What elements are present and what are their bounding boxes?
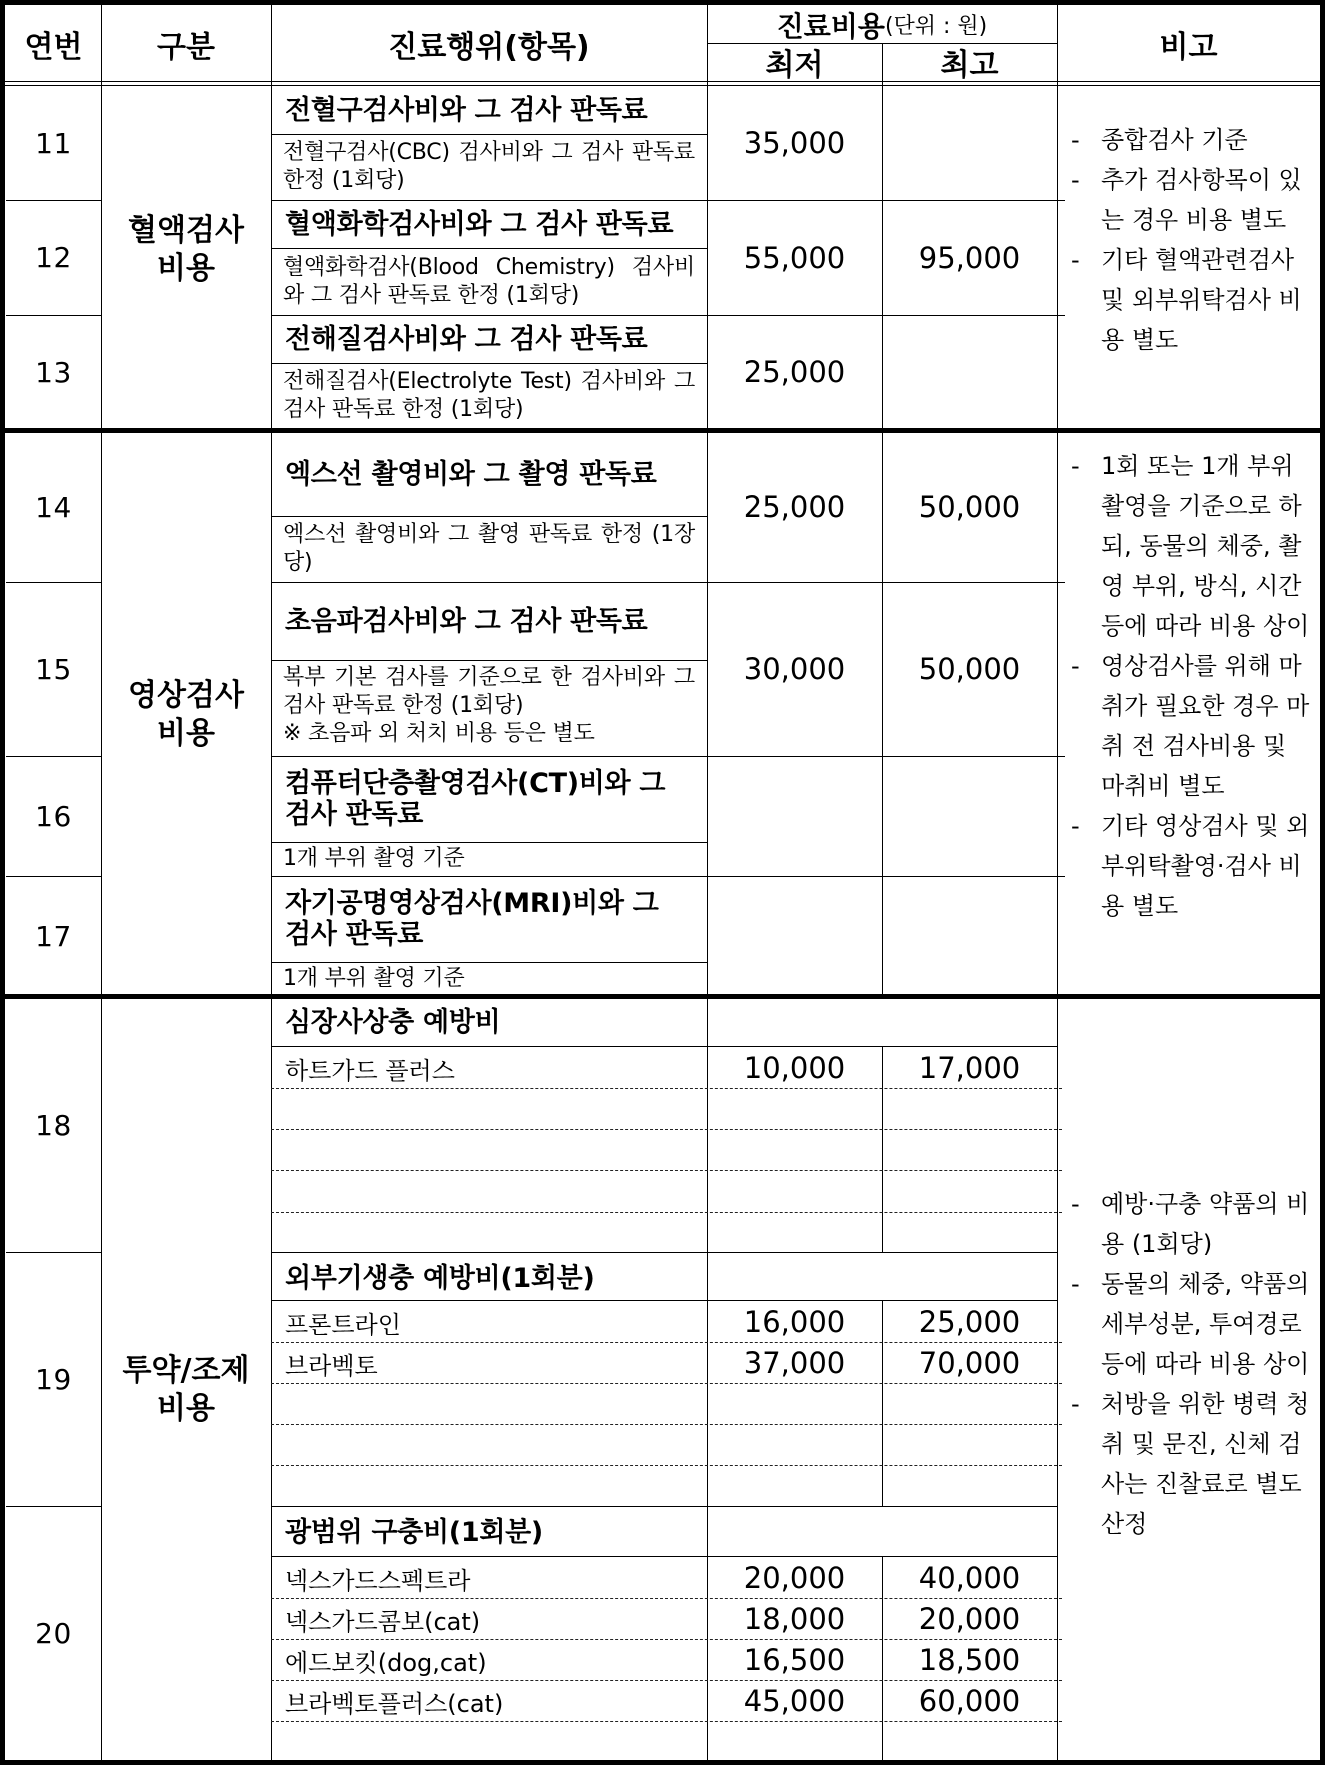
- category-line: 비용: [157, 716, 215, 751]
- price-min: 25,000: [743, 355, 846, 389]
- header-double-line: [0, 85, 1325, 86]
- dotted-divider: [271, 1639, 1062, 1640]
- drug-name: 브라벡토: [285, 1351, 378, 1380]
- drug-name: 넥스가드스펙트라: [285, 1566, 471, 1595]
- procedure-title: 심장사상충 예방비: [285, 1006, 501, 1038]
- dotted-divider: [271, 1721, 1062, 1722]
- price-max: [882, 86, 1057, 200]
- divider: [271, 1252, 1057, 1253]
- border-top: [0, 0, 1325, 5]
- procedure-desc-note: ※ 초음파 외 처치 비용 등은 별도: [283, 721, 595, 746]
- divider: [271, 1300, 1057, 1301]
- procedure-title: 광범위 구충비(1회분): [285, 1516, 543, 1548]
- price-min: 45,000: [743, 1684, 846, 1718]
- procedure-desc: 전해질검사(Electrolyte Test) 검사비와 그 검사 판독료 한정 (1회당): [283, 369, 695, 422]
- row-no: 19: [35, 1362, 72, 1396]
- row-no: 18: [35, 1108, 72, 1142]
- divider: [882, 1556, 883, 1765]
- price-max: 95,000: [918, 240, 1021, 275]
- divider: [6, 756, 101, 757]
- remark-item: 예방·구충 약품의 비용 (1회당): [1101, 1190, 1310, 1258]
- category-line: 비용: [157, 251, 215, 286]
- divider: [6, 315, 101, 316]
- divider: [271, 876, 1057, 877]
- price-min: 25,000: [743, 490, 846, 524]
- category-line: 투약/조제: [122, 1353, 250, 1388]
- divider-tick: [1057, 582, 1065, 583]
- dotted-divider: [271, 1170, 1062, 1171]
- remark-item: 기타 혈액관련검사 및 외부위탁검사 비용 별도: [1101, 246, 1302, 354]
- procedure-desc-text: 복부 기본 검사를 기준으로 한 검사비와 그 검사 판독료 한정 (1회당): [283, 665, 695, 718]
- divider: [271, 1046, 1057, 1047]
- divider-tick: [1057, 876, 1065, 877]
- header-no: 연번: [24, 29, 83, 65]
- divider: [707, 0, 708, 1765]
- remark-item: 종합검사 기준: [1101, 126, 1248, 154]
- divider: [271, 363, 707, 364]
- divider: [271, 248, 707, 249]
- category-medication: [101, 1340, 271, 1440]
- header-remarks: 비고: [1159, 29, 1218, 65]
- price-max: 50,000: [918, 652, 1021, 686]
- group-separator: [0, 428, 1325, 433]
- header-max: 최고: [940, 48, 999, 83]
- divider: [271, 842, 707, 843]
- drug-name: 브라벡토플러스(cat): [285, 1689, 504, 1718]
- border-right: [1320, 0, 1325, 1765]
- divider: [6, 582, 101, 583]
- divider-tick: [1057, 756, 1065, 757]
- group-separator: [0, 994, 1325, 999]
- price-min: 10,000: [743, 1051, 846, 1085]
- price-min: 35,000: [743, 126, 846, 160]
- divider: [6, 200, 101, 201]
- divider: [271, 200, 1057, 201]
- category-blood-test: [101, 200, 271, 300]
- price-min: 18,000: [743, 1602, 846, 1636]
- procedure-desc: 1개 부위 촬영 기준: [283, 966, 465, 991]
- divider: [271, 516, 707, 517]
- price-max: 60,000: [918, 1684, 1021, 1718]
- border-left: [0, 0, 5, 1765]
- divider: [271, 1506, 1057, 1507]
- price-max: 18,500: [918, 1643, 1021, 1677]
- procedure-desc: 1개 부위 촬영 기준: [283, 846, 465, 871]
- divider: [271, 315, 1057, 316]
- header-cost-unit: (단위 : 원): [884, 14, 988, 39]
- divider: [271, 660, 707, 661]
- price-max: 20,000: [918, 1602, 1021, 1636]
- price-min: 30,000: [743, 652, 846, 686]
- remark-item: 처방을 위한 병력 청취 및 문진, 신체 검사는 진찰료로 별도 산정: [1101, 1390, 1310, 1538]
- price-min: 16,500: [743, 1643, 846, 1677]
- divider: [1057, 0, 1058, 1765]
- remarks-blood-test: - 종합검사 기준 - 추가 검사항목이 있는 경우 비용 별도 - 기타 혈액관련검사 및 외부위탁검사 비용 별도: [1057, 120, 1320, 360]
- category-line: 비용: [157, 1391, 215, 1426]
- header-cost: [707, 6, 1057, 43]
- remark-item: 영상검사를 위해 마취가 필요한 경우 마취 전 검사비용 및 마취비 별도: [1101, 652, 1310, 800]
- price-max: 70,000: [918, 1346, 1021, 1380]
- row-no: 15: [35, 652, 72, 686]
- row-no: 17: [35, 919, 72, 953]
- row-no: 16: [35, 799, 72, 833]
- border-bottom: [0, 1760, 1325, 1765]
- procedure-desc: 엑스선 촬영비와 그 촬영 판독료 한정 (1장당): [283, 522, 695, 575]
- divider-tick: [1057, 315, 1065, 316]
- dotted-divider: [271, 1680, 1062, 1681]
- row-no: 12: [35, 241, 72, 274]
- drug-name: 넥스가드콤보(cat): [285, 1607, 481, 1636]
- procedure-desc: [271, 662, 707, 756]
- drug-name: 프론트라인: [285, 1310, 401, 1339]
- price-max: 50,000: [918, 490, 1021, 524]
- row-no: 20: [35, 1616, 72, 1650]
- price-max: 17,000: [918, 1051, 1021, 1085]
- divider-tick: [1057, 200, 1065, 201]
- dotted-divider: [271, 1342, 1062, 1343]
- dotted-divider: [271, 1465, 1062, 1466]
- divider: [271, 1556, 1057, 1557]
- row-no: 13: [35, 355, 72, 389]
- header-category: 구분: [157, 29, 215, 65]
- dotted-divider: [271, 1383, 1062, 1384]
- procedure-title: 외부기생충 예방비(1회분): [285, 1262, 595, 1294]
- category-line: 영상검사: [128, 678, 244, 713]
- divider: [271, 0, 272, 1765]
- remark-item: 1회 또는 1개 부위 촬영을 기준으로 하되, 동물의 체중, 촬영 부위, 방식, 시간 등에 따라 비용 상이: [1101, 452, 1310, 640]
- row-no: 11: [35, 126, 72, 160]
- remark-item: 추가 검사항목이 있는 경우 비용 별도: [1101, 166, 1302, 234]
- divider: [6, 1506, 101, 1507]
- header-cost-label: 진료비용: [776, 9, 885, 43]
- divider: [271, 582, 1057, 583]
- procedure-title: 전해질검사비와 그 검사 판독료: [285, 323, 648, 355]
- divider: [101, 0, 102, 1765]
- price-min: 16,000: [743, 1305, 846, 1339]
- dotted-divider: [271, 1212, 1062, 1213]
- drug-name: 하트가드 플러스: [285, 1056, 455, 1085]
- price-max: 40,000: [918, 1561, 1021, 1595]
- category-line: 혈액검사: [128, 213, 244, 248]
- divider: [6, 876, 101, 877]
- price-max: 25,000: [918, 1305, 1021, 1339]
- divider: [882, 43, 883, 998]
- dotted-divider: [271, 1424, 1062, 1425]
- divider: [271, 962, 707, 963]
- price-min: 20,000: [743, 1561, 846, 1595]
- price-min: 37,000: [743, 1346, 846, 1380]
- procedure-title: 엑스선 촬영비와 그 촬영 판독료: [285, 458, 657, 490]
- procedure-title: 초음파검사비와 그 검사 판독료: [285, 605, 648, 637]
- category-imaging: [101, 665, 271, 765]
- header-min: 최저: [765, 48, 824, 83]
- row-no: 14: [35, 490, 72, 524]
- header-double-line: [0, 81, 1325, 82]
- remarks-imaging: - 1회 또는 1개 부위 촬영을 기준으로 하되, 동물의 체중, 촬영 부위, 방식, 시간 등에 따라 비용 상이 - 영상검사를 위해 마취가 필요한 경우 마취 전 검사비용 및 마취비 별도 - 기타 영상검사 및 외부위탁촬영·검사 비용 별도: [1057, 446, 1320, 926]
- divider: [882, 1300, 883, 1506]
- procedure-title: 전혈구검사비와 그 검사 판독료: [285, 94, 648, 126]
- divider: [6, 1252, 101, 1253]
- procedure-title: 혈액화학검사비와 그 검사 판독료: [285, 208, 674, 240]
- remarks-medication: - 예방·구충 약품의 비용 (1회당) - 동물의 체중, 약품의 세부성분, 투여경로 등에 따라 비용 상이 - 처방을 위한 병력 청취 및 문진, 신체 검사는 진찰료로 별도 산정: [1057, 1184, 1320, 1544]
- price-min: 55,000: [743, 240, 846, 275]
- procedure-title: 컴퓨터단층촬영검사(CT)비와 그 검사 판독료: [285, 768, 666, 830]
- divider: [271, 134, 707, 135]
- divider: [882, 1046, 883, 1252]
- dotted-divider: [271, 1088, 1062, 1089]
- dotted-divider: [271, 1598, 1062, 1599]
- divider: [271, 756, 1057, 757]
- remark-item: 기타 영상검사 및 외부위탁촬영·검사 비용 별도: [1101, 812, 1310, 920]
- remark-item: 동물의 체중, 약품의 세부성분, 투여경로 등에 따라 비용 상이: [1101, 1270, 1310, 1378]
- header-procedure: 진료행위(항목): [388, 29, 590, 65]
- procedure-desc: 혈액화학검사(Blood Chemistry) 검사비와 그 검사 판독료 한정 (1회당): [283, 254, 695, 308]
- price-max: [882, 315, 1057, 429]
- procedure-title: 자기공명영상검사(MRI)비와 그 검사 판독료: [285, 888, 659, 950]
- dotted-divider: [271, 1129, 1062, 1130]
- drug-name: 에드보킷(dog,cat): [285, 1648, 487, 1677]
- procedure-desc: 전혈구검사(CBC) 검사비와 그 검사 판독료 한정 (1회당): [283, 140, 695, 193]
